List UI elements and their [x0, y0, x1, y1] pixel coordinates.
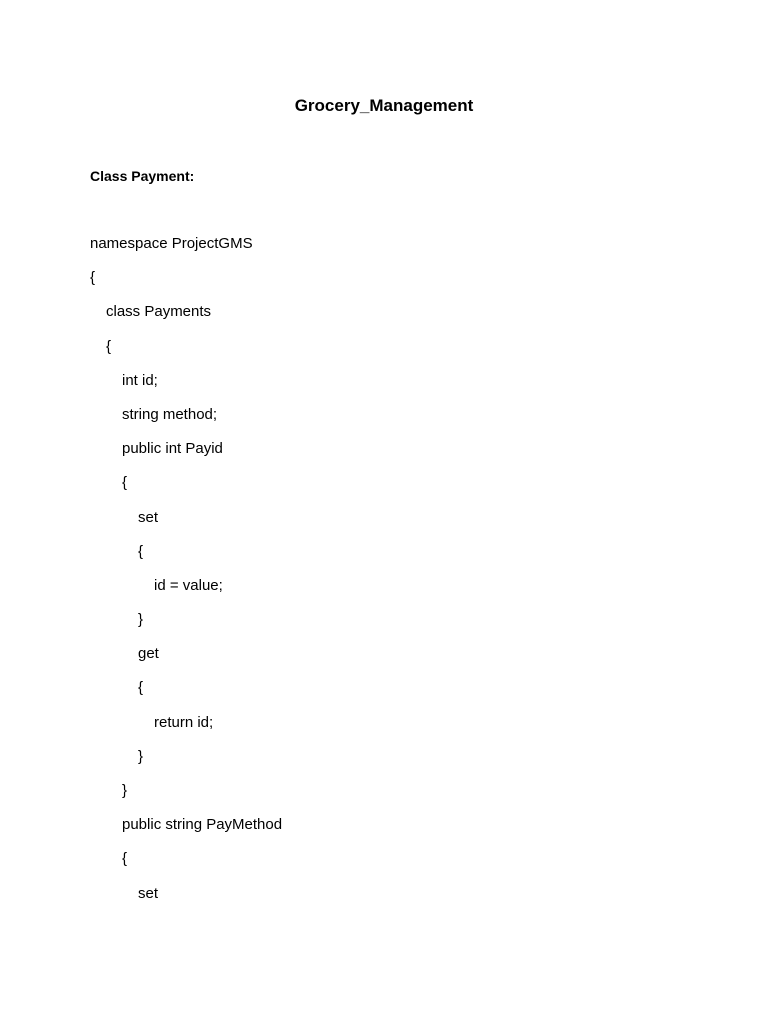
code-line: set [138, 884, 159, 902]
code-line: { [90, 269, 96, 287]
code-line: return id; [154, 713, 214, 731]
code-block [90, 234, 690, 918]
code-line: public int Payid [122, 440, 223, 458]
code-line: namespace ProjectGMS [90, 235, 253, 252]
code-line: } [122, 782, 128, 799]
code-line: { [106, 337, 112, 355]
code-line: int id; [122, 371, 158, 389]
code-line: string method; [122, 405, 218, 423]
code-line: class Payments [106, 303, 212, 321]
code-line: { [138, 679, 144, 697]
code-line: } [138, 611, 144, 629]
section-heading: Class Payment: [90, 168, 195, 184]
code-line: public string PayMethod [122, 816, 283, 834]
code-line: { [138, 542, 144, 560]
code-line: } [138, 747, 144, 765]
document-title: Grocery_Management [294, 96, 474, 115]
code-line: get [138, 645, 159, 663]
code-line: set [138, 508, 159, 526]
code-line: { [122, 474, 128, 492]
code-line: { [122, 850, 128, 868]
code-line: id = value; [154, 576, 223, 594]
